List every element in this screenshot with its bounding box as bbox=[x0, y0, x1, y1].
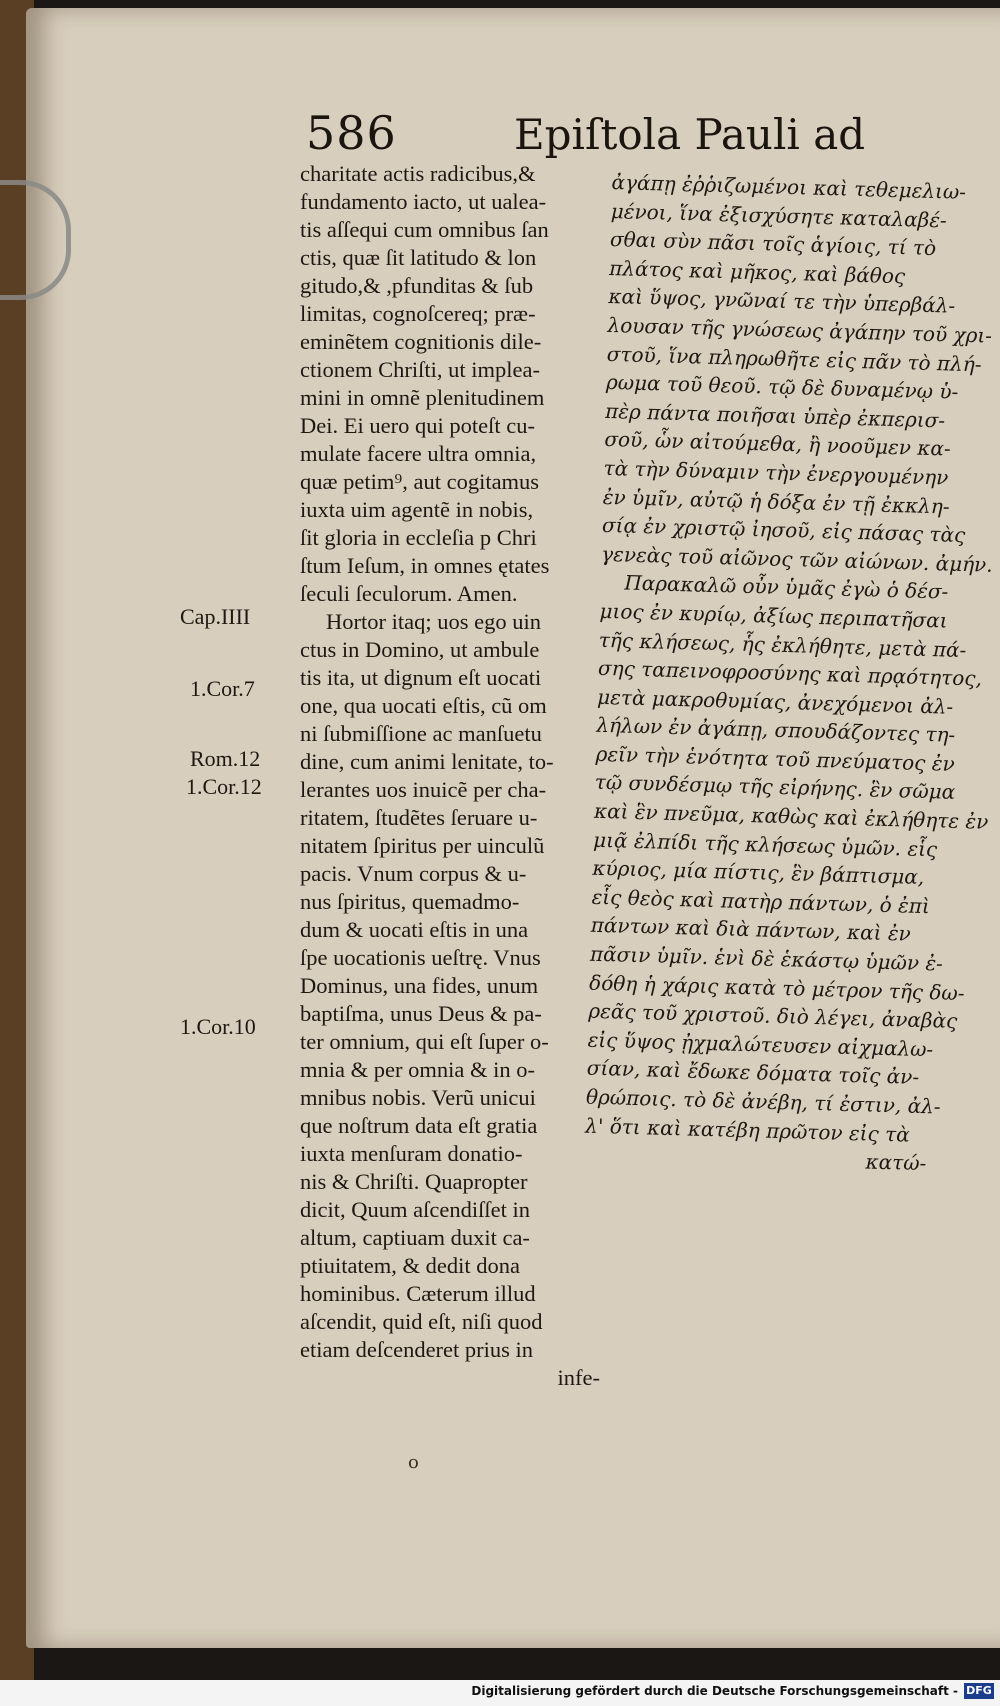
text-line: πλάτος καὶ μῆκος, καὶ βάθος bbox=[608, 255, 906, 289]
text-line: tis aſſequi cum omnibus ſan bbox=[300, 217, 549, 242]
text-line: limitas, cognoſcereq; præ- bbox=[300, 301, 536, 326]
text-line: μιος ἐν κυρίῳ, ἀξίως περιπατῆσαι bbox=[599, 598, 948, 633]
text-line: τὰ τὴν δύναμιν τὴν ἐνεργουμένην bbox=[603, 455, 949, 490]
text-line: pacis. Vnum corpus & u- bbox=[300, 861, 527, 886]
text-line: mnibus nobis. Verũ unicui bbox=[300, 1085, 536, 1110]
text-line: λουσαν τῆς γνώσεως ἀγάπην τοῦ χρι- bbox=[607, 312, 993, 348]
text-line: Dominus, una fides, unum bbox=[300, 973, 539, 998]
text-line: dine, cum animi lenitate, to- bbox=[300, 749, 554, 774]
text-line: τῆς κλήσεως, ἧς ἐκλήθητε, μετὰ πά- bbox=[598, 627, 967, 662]
text-line: ρεᾶς τοῦ χριστοῦ. διὸ λέγει, ἀναβὰς bbox=[588, 998, 958, 1034]
text-line: etiam deſcenderet prius in bbox=[300, 1337, 534, 1362]
margin-note: Cap.IIII bbox=[180, 604, 251, 629]
catchword: κατώ- bbox=[865, 1149, 927, 1176]
text-line: Hortor itaq; uos ego uin bbox=[326, 609, 541, 634]
text-line: στοῦ, ἵνα πληρωθῆτε εἰς πᾶν τὸ πλή- bbox=[606, 341, 982, 376]
text-line: δόθη ἡ χάρις κατὰ τὸ μέτρον τῆς δω- bbox=[588, 970, 965, 1005]
text-line: nis & Chriſti. Quapropter bbox=[300, 1169, 528, 1194]
margin-note: Rom.12 bbox=[190, 746, 261, 771]
text-line: πάντων καὶ διὰ πάντων, καὶ ἐν bbox=[590, 913, 912, 947]
text-line: μετὰ μακροθυμίας, ἀνεχόμενοι ἀλ- bbox=[596, 684, 954, 719]
text-line: λήλων ἐν ἀγάπῃ, σπουδάζοντες τη- bbox=[596, 713, 956, 748]
text-line: hominibus. Cæterum illud bbox=[300, 1281, 536, 1306]
text-line: καὶ ἓν πνεῦμα, καθὼς καὶ ἐκλήθητε ἐν bbox=[593, 798, 989, 834]
latin-text-column bbox=[300, 160, 600, 1392]
text-line: μένοι, ἵνα ἐξισχύσητε καταλαβέ- bbox=[610, 198, 948, 232]
text-line: λ' ὅτι καὶ κατέβη πρῶτον εἰς τὰ bbox=[584, 1113, 910, 1147]
footer-credit: Digitalisierung gefördert durch die Deutsche Forschungsgemeinschaft - bbox=[471, 1684, 958, 1698]
text-line: mulate facere ultra omnia, bbox=[300, 441, 537, 466]
text-line: πᾶσιν ὑμῖν. ἑνὶ δὲ ἑκάστῳ ὑμῶν ἐ- bbox=[589, 941, 944, 976]
running-head: Epiſtola Pauli ad bbox=[514, 110, 866, 159]
text-line: ctus in Domino, ut ambule bbox=[300, 637, 540, 662]
text-line: ſit gloria in eccleſia p Chri bbox=[300, 525, 537, 550]
text-line: tis ita, ut dignum eſt uocati bbox=[300, 665, 542, 690]
text-line: fundamento iacto, ut ualea- bbox=[300, 189, 547, 214]
text-line: one, qua uocati eſtis, cũ om bbox=[300, 693, 547, 718]
page-number: 586 bbox=[306, 106, 397, 160]
text-line: ſtum Ieſum, in omnes ętates bbox=[300, 553, 550, 578]
text-line: ρεῖν τὴν ἑνότητα τοῦ πνεύματος ἐν bbox=[595, 741, 956, 776]
text-line: aſcendit, quid eſt, niſi quod bbox=[300, 1309, 543, 1334]
text-line: nus ſpiritus, quemadmo- bbox=[300, 889, 520, 914]
text-line: ἀγάπῃ ἐῤῥιζωμένοι καὶ τεθεμελιω- bbox=[611, 169, 967, 204]
dfg-logo: DFG bbox=[964, 1683, 994, 1699]
text-line: σης ταπεινοφροσύνης καὶ πρᾳότητος, bbox=[597, 655, 983, 691]
text-line: Παρακαλῶ οὖν ὑμᾶς ἐγὼ ὁ δέσ- bbox=[624, 570, 949, 604]
text-line: εἰς ὕψος ᾐχμαλώτευσεν αἰχμαλω- bbox=[587, 1027, 934, 1062]
text-line: τῷ συνδέσμῳ τῆς εἰρήνης. ἓν σῶμα bbox=[594, 770, 956, 805]
greek-text-column bbox=[584, 168, 993, 1179]
text-line: ni ſubmiſſione ac manſuetu bbox=[300, 721, 542, 746]
text-line: πὲρ πάντα ποιῆσαι ὑπὲρ ἐκπερισ- bbox=[604, 398, 946, 433]
text-line: quæ petim⁹, aut cogitamus bbox=[300, 469, 540, 494]
text-line: nitatem ſpiritus per uinculũ bbox=[300, 833, 545, 858]
text-line: ctis, quæ ſit latitudo & lon bbox=[300, 245, 537, 270]
text-line: ptiuitatem, & dedit dona bbox=[300, 1253, 520, 1278]
text-line: iuxta menſuram donatio- bbox=[300, 1141, 523, 1166]
text-line: charitate actis radicibus,& bbox=[300, 161, 536, 186]
text-line: σίᾳ ἐν χριστῷ ἰησοῦ, εἰς πάσας τὰς bbox=[601, 512, 966, 548]
text-line: ritatem, ſtudẽtes ſeruare u- bbox=[300, 805, 538, 830]
text-line: κύριος, μία πίστις, ἓν βάπτισμα, bbox=[592, 855, 925, 890]
text-line: μιᾷ ἐλπίδι τῆς κλήσεως ὑμῶν. εἷς bbox=[592, 827, 938, 861]
text-line: θρώποις. τὸ δὲ ἀνέβη, τί ἐστιν, ἀλ- bbox=[585, 1084, 941, 1119]
text-line: gitudo,& ,pfunditas & ſub bbox=[300, 273, 534, 298]
text-line: σθαι σὺν πᾶσι τοῖς ἁγίοις, τί τὸ bbox=[609, 227, 937, 261]
text-line: ctionem Chriſti, ut implea- bbox=[300, 357, 540, 382]
text-line: εἷς θεὸς καὶ πατὴρ πάντων, ὁ ἐπὶ bbox=[591, 884, 931, 919]
text-line: que noſtrum data eſt gratia bbox=[300, 1113, 538, 1138]
margin-note: 1.Cor.10 bbox=[180, 1014, 256, 1039]
text-line: ter omnium, qui eſt ſuper o- bbox=[300, 1029, 549, 1054]
text-line: σίαν, καὶ ἔδωκε δόματα τοῖς ἀν- bbox=[586, 1056, 920, 1090]
text-line: ſeculi ſeculorum. Amen. bbox=[300, 581, 518, 606]
text-line: dum & uocati eſtis in una bbox=[300, 917, 529, 942]
text-line: ρωμα τοῦ θεοῦ. τῷ δὲ δυναμένῳ ὑ- bbox=[605, 370, 959, 404]
text-line: mnia & per omnia & in o- bbox=[300, 1057, 535, 1082]
text-line: καὶ ὕψος, γνῶναί τε τὴν ὑπερβάλ- bbox=[608, 284, 956, 319]
text-line: iuxta uim agentẽ in nobis, bbox=[300, 497, 534, 522]
text-line: altum, captiuam duxit ca- bbox=[300, 1225, 530, 1250]
catchword: infe- bbox=[557, 1365, 600, 1390]
text-line: mini in omnẽ plenitudinem bbox=[300, 385, 545, 410]
text-line: dicit, Quum aſcendiſſet in bbox=[300, 1197, 530, 1222]
text-line: Dei. Ei uero qui poteſt cu- bbox=[300, 413, 535, 438]
margin-note: 1.Cor.7 bbox=[190, 676, 255, 701]
margin-note: 1.Cor.12 bbox=[186, 774, 262, 799]
text-line: ἐν ὑμῖν, αὐτῷ ἡ δόξα ἐν τῇ ἐκκλη- bbox=[602, 484, 950, 519]
text-line: eminẽtem cognitionis dile- bbox=[300, 329, 542, 354]
page-mark: o bbox=[408, 1452, 419, 1473]
text-line: baptiſma, unus Deus & pa- bbox=[300, 1001, 542, 1026]
text-line: γενεὰς τοῦ αἰῶνος τῶν αἰώνων. ἀμήν. bbox=[600, 541, 993, 577]
text-line: lerantes uos inuicẽ per cha- bbox=[300, 777, 547, 802]
text-line: ſpe uocationis ueſtrę. Vnus bbox=[300, 945, 541, 970]
text-line: σοῦ, ὧν αἰτούμεθα, ἢ νοοῦμεν κα- bbox=[604, 427, 951, 461]
